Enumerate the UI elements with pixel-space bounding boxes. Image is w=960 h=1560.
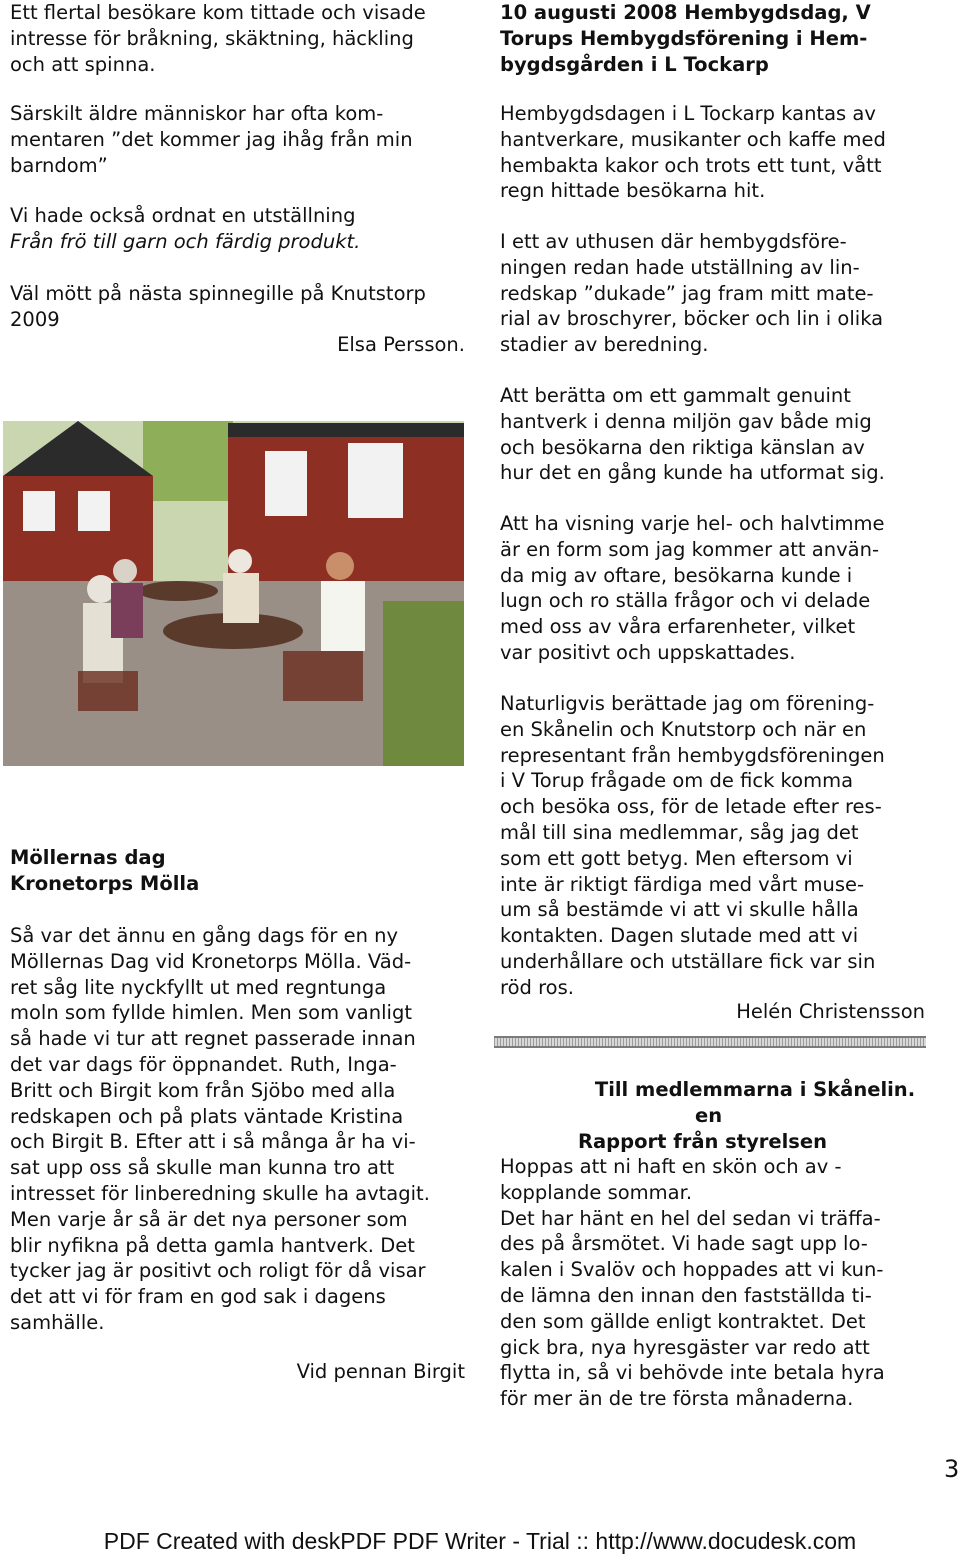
signature-elsa: Elsa Persson. [337,333,465,356]
report-heading-3: Rapport från styrelsen [578,1130,828,1153]
left-intro-2: Särskilt äldre människor har ofta kom- mentaren ”det kommer jag ihåg från min barndom” [10,102,413,177]
right-paragraph-4: Att ha visning varje hel- och halvtimme är en form som jag kommer att använ- da mig av oftare, besökarna kunde i lugn och ro ställa frågor och vi delade med oss av våra erfarenheter, vilket var positivt och uppskattades. [500,512,885,664]
welcome-text: Väl mött på nästa spinnegille på Knutstorp 2009 [10,282,426,331]
article-heading-1: Möllernas dag [10,846,166,869]
article-heading-2: Kronetorps Mölla [10,872,200,895]
report-body: Hoppas att ni haft en skön och av - kopplande sommar. Det har hänt en hel del sedan vi träffa- des på årsmötet. Vi hade sagt upp lo- kalen i Svalöv och hoppades att vi kun- de lämna den innan den fastställda ti- den som gällde enligt kontraktet. Det gick bra, nya hyresgäster var redo att flytta in, så vi behövde inte betala hyra för mer än de tre första månaderna. [500,1155,885,1411]
signature-birgit: Vid pennan Birgit [296,1360,465,1383]
right-paragraph-1: Hembygdsdagen i L Tockarp kantas av hantverkare, musikanter och kaffe med hembakta kakor och trots ett tunt, vått regn hittade besökarna hit. [500,102,886,203]
page-number: 3 [944,1455,960,1483]
pdf-footer: PDF Created with deskPDF PDF Writer - Trial :: http://www.docudesk.com [103,1528,857,1554]
cafe-photo [3,421,464,766]
right-paragraph-2: I ett av uthusen där hembygdsföre- ningen redan hade utställning av lin- redskap ”dukade” jag fram mitt mate- rial av broschyrer, böcker och lin i olika stadier av beredning. [500,230,884,357]
signature-helen: Helén Christensson [736,1000,925,1023]
report-heading-1: Till medlemmarna i Skånelin. [594,1078,916,1101]
exhibition-title: Från frö till garn och färdig produkt. [10,230,361,253]
article-body-left: Så var det ännu en gång dags för en ny Möllernas Dag vid Kronetorps Mölla. Väd- ret såg lite nyckfyllt ut med regntunga moln som fyllde himlen. Men som vanligt så hade vi tur att regnet passerade innan det var dags för öppnandet. Ruth, Inga- Britt och Birgit kom från Sjöbo med alla redskapen och på plats väntade Kristina och Birgit B. Efter att i så många år ha vi- sat upp oss så skulle man kunna tro att intresset för linberedning skulle ha avtagit. Men varje år så är det nya personer som blir nyfikna på detta gamla hantverk. Det tycker jag är positivt och roligt för då visar det att vi för fram en god sak i dagens samhälle. [10,924,430,1334]
report-heading-2: en [695,1104,723,1127]
right-paragraph-3: Att berätta om ett gammalt genuint hantverk i denna miljön gav både mig och besökarna den riktiga känslan av hur det en gång kunde ha utformat sig. [500,384,885,485]
right-paragraph-5: Naturligvis berättade jag om förening- en Skånelin och Knutstorp och när en representant från hembygdsföreningen i V Torup frågade om de fick komma och besöka oss, för de letade efter res- mål till sina medlemmar, såg jag det som ett gott betyg. Men eftersom vi inte är riktigt färdiga med vårt muse- um så bestämde vi att vi skulle hålla kontakten. Dagen slutade med att vi underhållare och utställare fick var sin röd ros. [500,692,885,999]
exhibition-line: Vi hade också ordnat en utställning [10,204,356,227]
section-divider [494,1036,926,1048]
photo-icon [3,421,464,766]
left-intro-1: Ett flertal besökare kom tittade och visade intresse för bråkning, skäktning, häckling och att spinna. [10,1,426,76]
article-heading-right: 10 augusti 2008 Hembygdsdag, V Torups Hembygdsförening i Hem- bygdsgården i L Tockarp [500,1,871,76]
